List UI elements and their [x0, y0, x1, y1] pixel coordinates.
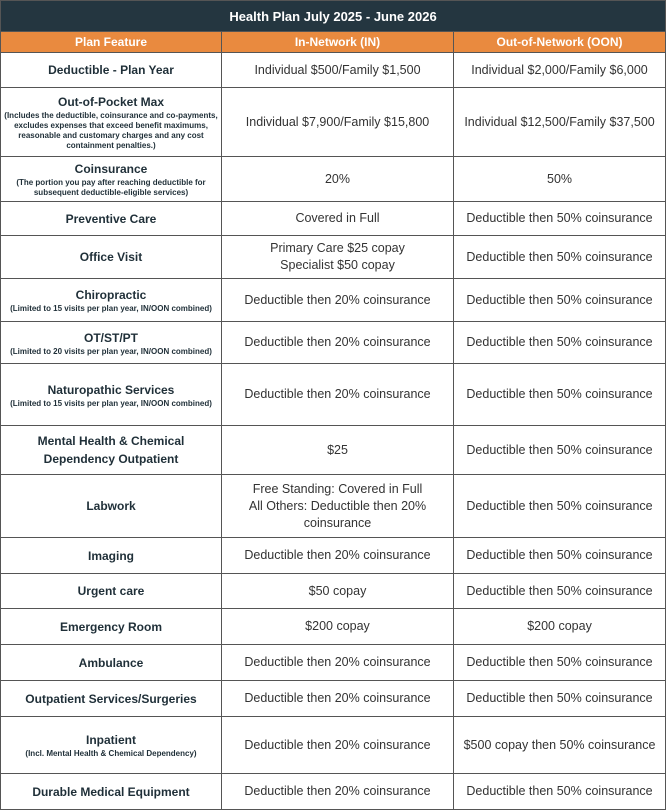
plan-feature-note: (The portion you pay after reaching deductible for subsequent deductible-eligible services): [16, 178, 206, 197]
plan-feature-label: Urgent care: [77, 584, 145, 598]
plan-feature-note: (Limited to 15 visits per plan year, IN/OON combined): [10, 398, 212, 408]
out-of-network-value: Deductible then 50% coinsurance: [466, 498, 653, 513]
out-of-network-value: Deductible then 50% coinsurance: [466, 442, 653, 457]
table-row: [1, 574, 666, 609]
plan-feature-cell: [1, 538, 222, 574]
out-of-network-value: Deductible then 50% coinsurance: [466, 784, 653, 798]
table-row: [1, 774, 666, 810]
table-row: [1, 202, 666, 236]
in-network-value: All Others: Deductible then 20% coinsurance: [248, 498, 427, 530]
out-of-network-cell: [454, 236, 666, 279]
out-of-network-value: Deductible then 50% coinsurance: [466, 335, 653, 349]
out-of-network-value: 50%: [547, 171, 573, 186]
in-network-cell: [222, 717, 454, 774]
in-network-value: $25: [327, 442, 348, 457]
in-network-cell: [222, 774, 454, 810]
plan-feature-note: (Limited to 15 visits per plan year, IN/OON combined): [10, 304, 212, 313]
column-header-plan-feature: Plan Feature: [1, 32, 222, 53]
in-network-cell: [222, 681, 454, 717]
in-network-value: Deductible then 20% coinsurance: [244, 655, 431, 669]
in-network-value: Free Standing: Covered in Full: [252, 481, 423, 496]
in-network-cell: [222, 538, 454, 574]
out-of-network-cell: [454, 774, 666, 810]
in-network-value: Specialist $50 copay: [280, 258, 395, 272]
plan-feature-label: Naturopathic Services: [47, 382, 175, 397]
plan-feature-label: Inpatient: [86, 733, 136, 747]
in-network-value: Covered in Full: [295, 211, 380, 225]
plan-feature-cell: [1, 202, 222, 236]
plan-feature-cell: [1, 53, 222, 88]
plan-feature-cell: [1, 609, 222, 645]
plan-feature-note: (Includes the deductible, coinsurance and co-payments, excludes expenses that exceed benefit maximums, reasonable and customary charges and any cost containment penalties.): [4, 111, 218, 150]
in-network-value: Deductible then 20% coinsurance: [244, 548, 431, 562]
table-row: [1, 645, 666, 681]
plan-feature-cell: [1, 364, 222, 426]
plan-feature-label: Mental Health & Chemical Dependency Outpatient: [37, 434, 185, 466]
out-of-network-cell: [454, 279, 666, 322]
plan-feature-cell: [1, 475, 222, 538]
in-network-cell: [222, 279, 454, 322]
table-row: [1, 681, 666, 717]
plan-feature-cell: [1, 574, 222, 609]
out-of-network-value: Deductible then 50% coinsurance: [466, 583, 653, 598]
table-row: [1, 475, 666, 538]
in-network-cell: [222, 426, 454, 475]
out-of-network-cell: [454, 717, 666, 774]
in-network-value: Deductible then 20% coinsurance: [244, 784, 431, 798]
plan-feature-label: Office Visit: [79, 250, 143, 264]
plan-feature-label: Emergency Room: [59, 619, 163, 634]
plan-feature-cell: [1, 774, 222, 810]
plan-feature-cell: [1, 88, 222, 157]
in-network-cell: [222, 574, 454, 609]
out-of-network-cell: [454, 538, 666, 574]
plan-feature-label: Chiropractic: [75, 288, 147, 302]
out-of-network-cell: [454, 88, 666, 157]
out-of-network-cell: [454, 681, 666, 717]
table-row: [1, 157, 666, 202]
in-network-cell: [222, 364, 454, 426]
table-row: [1, 538, 666, 574]
in-network-cell: [222, 322, 454, 364]
plan-feature-label: Out-of-Pocket Max: [57, 95, 164, 109]
out-of-network-value: Deductible then 50% coinsurance: [466, 548, 653, 562]
plan-feature-label: OT/ST/PT: [84, 330, 138, 345]
plan-feature-cell: [1, 157, 222, 202]
out-of-network-value: $200 copay: [527, 619, 592, 633]
column-header-in-network: In-Network (IN): [222, 32, 454, 53]
table-row: [1, 426, 666, 475]
in-network-value: Deductible then 20% coinsurance: [244, 691, 431, 705]
out-of-network-value: Individual $2,000/Family $6,000: [471, 62, 648, 77]
out-of-network-cell: [454, 364, 666, 426]
plan-feature-cell: [1, 236, 222, 279]
table-row: [1, 717, 666, 774]
out-of-network-value: Deductible then 50% coinsurance: [466, 691, 653, 705]
plan-feature-cell: [1, 645, 222, 681]
out-of-network-cell: [454, 202, 666, 236]
plan-feature-label: Labwork: [86, 499, 136, 513]
in-network-value: Individual $7,900/Family $15,800: [245, 114, 430, 129]
out-of-network-value: Deductible then 50% coinsurance: [466, 655, 653, 669]
in-network-value: $50 copay: [308, 583, 367, 598]
in-network-value: Deductible then 20% coinsurance: [244, 292, 431, 307]
in-network-value: Deductible then 20% coinsurance: [244, 387, 431, 401]
plan-feature-note: (Limited to 20 visits per plan year, IN/OON combined): [10, 346, 212, 356]
plan-feature-cell: [1, 681, 222, 717]
table-row: [1, 364, 666, 426]
out-of-network-value: Individual $12,500/Family $37,500: [464, 114, 655, 129]
out-of-network-value: Deductible then 50% coinsurance: [466, 211, 653, 225]
plan-feature-cell: [1, 322, 222, 364]
out-of-network-cell: [454, 475, 666, 538]
plan-feature-label: Coinsurance: [74, 162, 148, 176]
out-of-network-cell: [454, 645, 666, 681]
out-of-network-cell: [454, 426, 666, 475]
plan-feature-note: (Incl. Mental Health & Chemical Dependency): [25, 749, 197, 758]
table-row: [1, 88, 666, 157]
table-row: [1, 322, 666, 364]
in-network-cell: [222, 157, 454, 202]
plan-feature-label: Imaging: [87, 548, 134, 563]
table-row: [1, 279, 666, 322]
plan-feature-cell: [1, 279, 222, 322]
out-of-network-value: $500 copay then 50% coinsurance: [463, 737, 656, 752]
out-of-network-cell: [454, 322, 666, 364]
column-header-out-of-network: Out-of-Network (OON): [454, 32, 666, 53]
in-network-cell: [222, 236, 454, 279]
plan-feature-cell: [1, 426, 222, 475]
in-network-cell: [222, 609, 454, 645]
out-of-network-cell: [454, 53, 666, 88]
plan-feature-cell: [1, 717, 222, 774]
in-network-value: Deductible then 20% coinsurance: [244, 335, 431, 349]
plan-feature-label: Outpatient Services/Surgeries: [25, 691, 197, 706]
in-network-cell: [222, 202, 454, 236]
in-network-value: Deductible then 20% coinsurance: [244, 737, 431, 752]
plan-feature-label: Durable Medical Equipment: [32, 784, 190, 799]
table-row: [1, 236, 666, 279]
table-row: [1, 53, 666, 88]
out-of-network-cell: [454, 574, 666, 609]
in-network-cell: [222, 88, 454, 157]
table-title: Health Plan July 2025 - June 2026: [1, 1, 666, 32]
in-network-cell: [222, 53, 454, 88]
plan-feature-label: Deductible - Plan Year: [48, 63, 174, 77]
in-network-cell: [222, 475, 454, 538]
plan-feature-label: Ambulance: [78, 655, 144, 670]
in-network-value: Individual $500/Family $1,500: [254, 62, 421, 77]
out-of-network-value: Deductible then 50% coinsurance: [466, 292, 653, 307]
in-network-value: 20%: [324, 171, 351, 186]
in-network-value: $200 copay: [305, 619, 370, 633]
in-network-cell: [222, 645, 454, 681]
out-of-network-cell: [454, 157, 666, 202]
plan-feature-label: Preventive Care: [65, 211, 157, 226]
out-of-network-value: Deductible then 50% coinsurance: [466, 249, 653, 264]
out-of-network-cell: [454, 609, 666, 645]
in-network-value: Primary Care $25 copay: [270, 241, 405, 255]
table-row: [1, 609, 666, 645]
out-of-network-value: Deductible then 50% coinsurance: [466, 387, 653, 401]
